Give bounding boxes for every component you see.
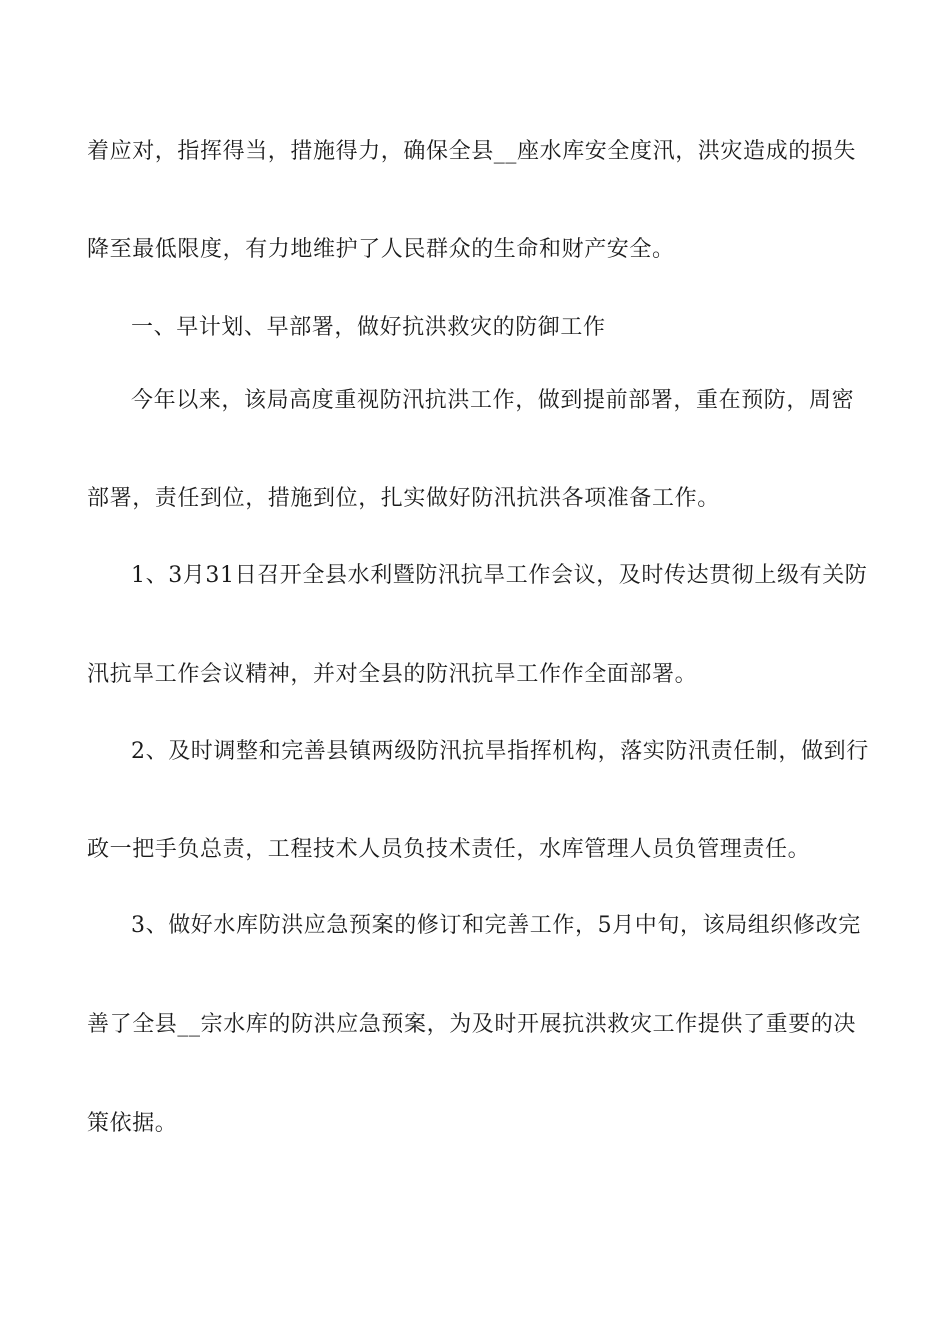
list-item-line: 善了全县__宗水库的防洪应急预案，为及时开展抗洪救灾工作提供了重要的决 bbox=[87, 1012, 857, 1037]
list-item-line: 3、做好水库防洪应急预案的修订和完善工作，5月中旬，该局组织修改完 bbox=[131, 913, 861, 938]
text-line: 今年以来，该局高度重视防汛抗洪工作，做到提前部署，重在预防，周密 bbox=[131, 388, 855, 413]
text-line: 降至最低限度，有力地维护了人民群众的生命和财产安全。 bbox=[87, 237, 675, 262]
list-item-line: 汛抗旱工作会议精神，并对全县的防汛抗旱工作作全面部署。 bbox=[87, 662, 698, 687]
text-line: 着应对，指挥得当，措施得力，确保全县__座水库安全度汛，洪灾造成的损失 bbox=[87, 139, 857, 164]
list-item-line: 2、及时调整和完善县镇两级防汛抗旱指挥机构，落实防汛责任制，做到行 bbox=[131, 739, 869, 764]
list-item-line: 1、3月31日召开全县水利暨防汛抗旱工作会议，及时传达贯彻上级有关防 bbox=[131, 563, 868, 588]
section-heading: 一、早计划、早部署，做好抗洪救灾的防御工作 bbox=[131, 315, 606, 340]
list-item-line: 策依据。 bbox=[87, 1111, 178, 1136]
text-line: 部署，责任到位，措施到位，扎实做好防汛抗洪各项准备工作。 bbox=[87, 486, 720, 511]
list-item-line: 政一把手负总责，工程技术人员负技术责任，水库管理人员负管理责任。 bbox=[87, 837, 811, 862]
